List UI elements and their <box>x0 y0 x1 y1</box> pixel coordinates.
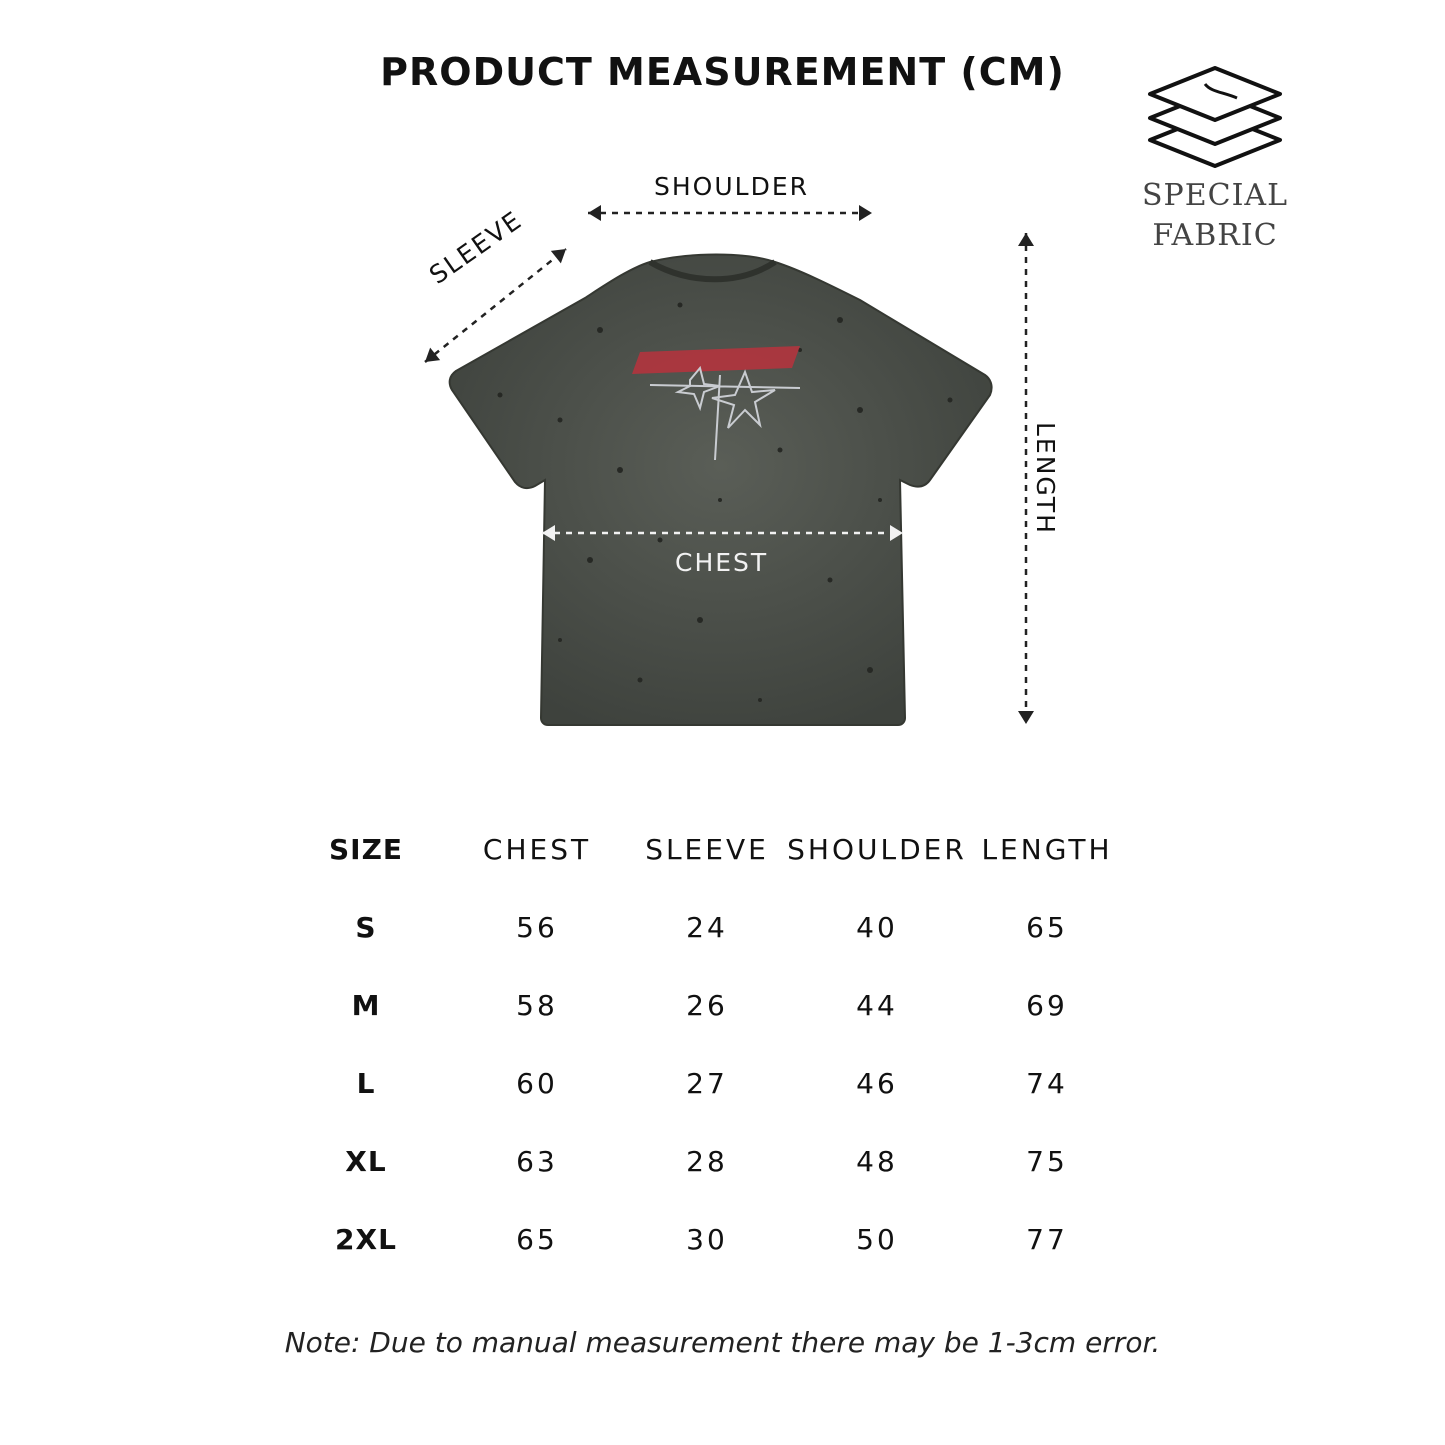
chest-cell: 56 <box>516 910 558 944</box>
length-label: LENGTH <box>1031 422 1060 535</box>
chest-cell: 58 <box>516 988 558 1022</box>
badge-line-2: FABRIC <box>1152 218 1278 253</box>
table-row <box>290 966 1122 1044</box>
shoulder-cell: 44 <box>856 988 898 1022</box>
shoulder-cell: 48 <box>856 1144 898 1178</box>
shoulder-cell: 40 <box>856 910 898 944</box>
tshirt-image <box>450 255 992 726</box>
table-row <box>290 1122 1122 1200</box>
page-title: PRODUCT MEASUREMENT (CM) <box>380 50 1065 94</box>
sleeve-cell: 30 <box>686 1222 728 1256</box>
sleeve-cell: 24 <box>686 910 728 944</box>
size-cell: S <box>355 910 377 944</box>
length-cell: 65 <box>1026 910 1068 944</box>
sleeve-cell: 26 <box>686 988 728 1022</box>
length-cell: 69 <box>1026 988 1068 1022</box>
size-cell: M <box>351 988 381 1022</box>
shoulder-cell: 46 <box>856 1066 898 1100</box>
table-header-row <box>290 810 1122 888</box>
size-table <box>290 810 1122 1278</box>
header-length: LENGTH <box>981 832 1113 866</box>
length-cell: 77 <box>1026 1222 1068 1256</box>
size-cell: 2XL <box>335 1222 397 1256</box>
length-cell: 74 <box>1026 1066 1068 1100</box>
table-row <box>290 1200 1122 1278</box>
header-shoulder: SHOULDER <box>787 832 967 866</box>
sleeve-label: SLEEVE <box>424 205 528 290</box>
header-sleeve: SLEEVE <box>645 832 769 866</box>
length-cell: 75 <box>1026 1144 1068 1178</box>
header-chest: CHEST <box>482 832 592 866</box>
shoulder-cell: 50 <box>856 1222 898 1256</box>
shoulder-label: SHOULDER <box>654 172 809 201</box>
sleeve-cell: 27 <box>686 1066 728 1100</box>
table-row <box>290 888 1122 966</box>
chest-cell: 60 <box>516 1066 558 1100</box>
shoulder-arrow <box>588 205 872 221</box>
sleeve-cell: 28 <box>686 1144 728 1178</box>
size-cell: XL <box>345 1144 387 1178</box>
table-row <box>290 1044 1122 1122</box>
header-size: SIZE <box>328 832 403 866</box>
badge-line-1: SPECIAL <box>1141 178 1289 213</box>
chest-cell: 65 <box>516 1222 558 1256</box>
measurement-note: Note: Due to manual measurement there may be 1-3cm error. <box>284 1326 1161 1359</box>
chest-label: CHEST <box>675 548 769 577</box>
chest-cell: 63 <box>516 1144 558 1178</box>
size-cell: L <box>356 1066 376 1100</box>
